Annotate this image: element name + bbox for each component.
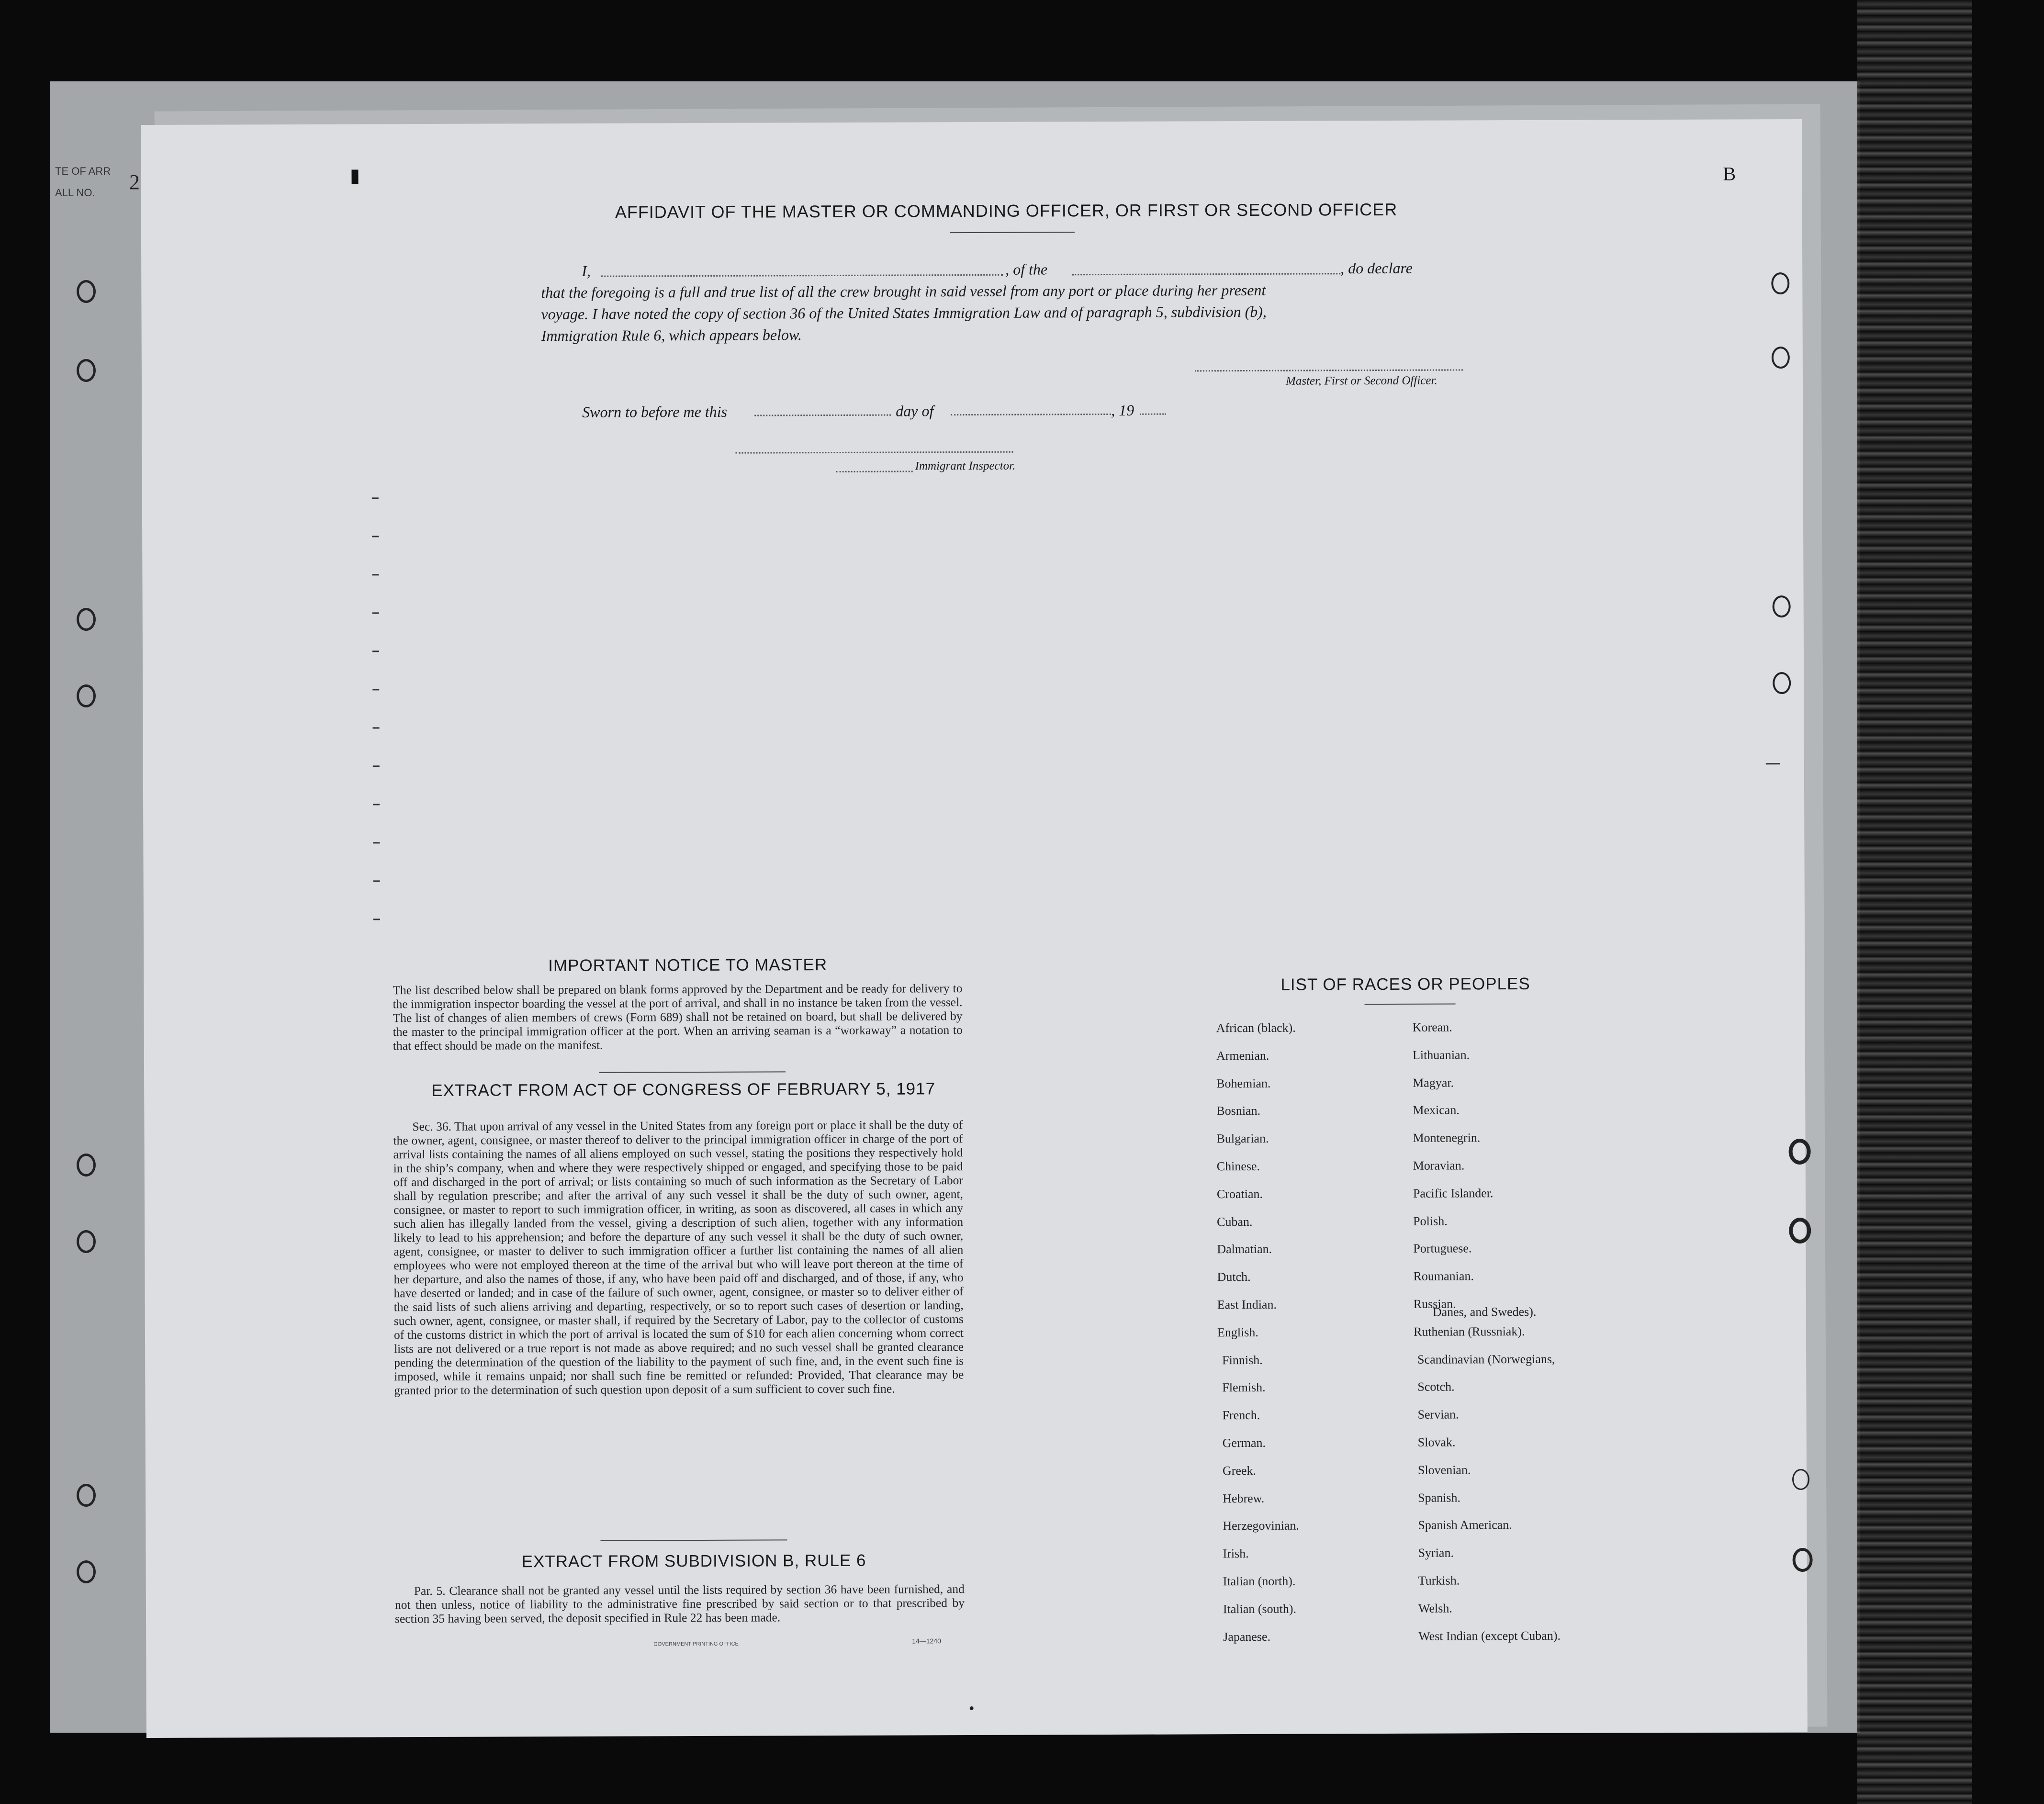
extract-act-body (393, 1118, 964, 1397)
extract-rule-title: EXTRACT FROM SUBDIVISION B, RULE 6 (521, 1551, 866, 1571)
race-item: Armenian. (1216, 1048, 1269, 1063)
race-item: Greek. (1222, 1463, 1257, 1478)
extract-act-title: EXTRACT FROM ACT OF CONGRESS OF FEBRUARY 5, 1917 (431, 1079, 936, 1100)
inspector-caption: Immigrant Inspector. (915, 459, 1016, 473)
printer-imprint: GOVERNMENT PRINTING OFFICE (653, 1641, 739, 1647)
race-item: English. (1217, 1325, 1258, 1340)
race-item: Slovenian. (1417, 1463, 1471, 1477)
stamp-text-top: TE OF ARR (55, 165, 111, 177)
race-item: Dalmatian. (1217, 1242, 1272, 1256)
race-item: Welsh. (1418, 1601, 1452, 1615)
race-item: Finnish. (1222, 1353, 1263, 1367)
race-item: West Indian (except Cuban). (1418, 1628, 1561, 1643)
affidavit-line-3: voyage. I have noted the copy of section 36 of the United States Immigration Law and of paragraph 5, subdivision (b), (541, 303, 1267, 323)
race-item: Spanish. (1418, 1490, 1461, 1505)
race-item: Bohemian. (1216, 1076, 1271, 1091)
races-rule (1365, 1003, 1456, 1005)
punch-hole (1793, 1548, 1813, 1572)
punch-hole (77, 1484, 96, 1507)
margin-tick (372, 497, 379, 499)
affidavit-line-2: that the foregoing is a full and true list of all the crew brought in said vessel from any port or place during her present (541, 281, 1266, 302)
notice-title: IMPORTANT NOTICE TO MASTER (548, 955, 828, 975)
corner-letter: B (1723, 163, 1736, 185)
extract-act-text: Sec. 36. That upon arrival of any vessel in the United States from any foreign port or place it shall be the duty of the owner, agent, consignee, or master thereof to deliver to the principal immigration officer in charge of the port of arrival lists containing the names of all aliens employed on such vessel, stating the positions they respectively hold in the ship’s company, when and where they were respectively shipped or engaged, and specifying those to be paid off and discharged in the port of arrival; or lists containing so much of such information as the Secretary of Labor shall by regulation prescribe; and after the arrival of any such vessel it shall be the duty of such owner, agent, consignee, or master to report to such immigration officer, in writing, as soon as discovered, all cases in which any such alien has illegally landed from the vessel, giving a description of such alien, together with any information likely to lead to his apprehension; and before the departure of any such vessel it shall be the duty of such owner, agent, consignee, or master to deliver to such immigration officer a further list containing the names of all alien employees who were not employed thereon at the time of the arrival but who will leave port thereon at the time of her departure, and also the names of those, if any, who have been paid off and discharged, and of those, if any, who have deserted or landed; and in case of the failure of such owner, agent, consignee, or master so to deliver either of the said lists of such aliens arriving and departing, respectively, or so to report such cases of desertion or landing, such owner, agent, consignee, or master shall, if required by the Secretary of Labor, pay to the collector of customs of the customs district in which the port of arrival is located the sum of $10 for each alien concerning whom correct lists are not delivered or a true report is not made as above required; and no such vessel shall be granted clearance pending the determination of the question of the liability to the payment of such fine, and, in the event such fine is imposed, while it remains unpaid; nor shall such fine be remitted or refunded: Provided, That clearance may be granted prior to the determination of such question upon deposit of a sum sufficient to cover such fine. (393, 1118, 964, 1398)
margin-tick (373, 842, 380, 843)
race-item: German. (1222, 1435, 1266, 1450)
race-item: French. (1222, 1408, 1260, 1423)
race-item: Chinese. (1216, 1159, 1260, 1174)
margin-tick (1766, 763, 1780, 764)
notice-rule (599, 1071, 786, 1073)
race-item: Scotch. (1417, 1379, 1455, 1394)
race-item: African (black). (1216, 1020, 1296, 1035)
margin-tick (373, 765, 380, 767)
year-label: , 19 (1111, 401, 1134, 419)
corner-mark (351, 169, 358, 184)
margin-tick (373, 919, 380, 920)
race-item: Hebrew. (1223, 1491, 1265, 1506)
race-continuation: Danes, and Swedes). (1432, 1304, 1537, 1319)
race-item: Roumanian. (1413, 1269, 1474, 1283)
race-item: Syrian. (1418, 1546, 1454, 1560)
sworn-day-field[interactable] (754, 415, 891, 416)
form-number: 14—1240 (912, 1637, 941, 1645)
extract-rule-body (395, 1582, 965, 1625)
race-item: Magyar. (1413, 1076, 1454, 1090)
race-item: Russian. (1413, 1297, 1456, 1311)
race-item: Cuban. (1217, 1214, 1253, 1229)
race-item: Portuguese. (1413, 1241, 1472, 1255)
affidavit-i-label: I, (582, 262, 591, 280)
affidavit-title: AFFIDAVIT OF THE MASTER OR COMMANDING OFFICER, OR FIRST OR SECOND OFFICER (615, 199, 1398, 222)
race-item: Flemish. (1222, 1380, 1266, 1395)
margin-tick (373, 880, 380, 882)
race-item: Bulgarian. (1216, 1131, 1269, 1146)
margin-tick (372, 689, 379, 690)
race-item: Pacific Islander. (1413, 1186, 1494, 1200)
declare-label: , do declare (1340, 259, 1413, 277)
of-the-label: , of the (1005, 260, 1048, 278)
race-item: Irish. (1223, 1546, 1249, 1561)
title-rule (950, 232, 1075, 233)
race-item: Spanish American. (1418, 1518, 1512, 1532)
margin-tick (373, 727, 380, 728)
binding-edge (1857, 0, 1972, 1804)
punch-hole (77, 608, 96, 631)
stamp-text-mid: ALL NO. (55, 187, 95, 199)
master-name-field[interactable] (601, 274, 1003, 277)
punch-hole (1772, 347, 1790, 369)
race-item: Polish. (1413, 1214, 1448, 1228)
manifest-sheet (141, 119, 1808, 1738)
punch-hole (77, 280, 96, 303)
margin-tick (372, 574, 379, 575)
punch-hole (1789, 1218, 1811, 1244)
punch-hole (77, 1560, 96, 1583)
race-item: Bosnian. (1216, 1103, 1261, 1118)
margin-tick (372, 650, 379, 652)
vessel-name-field[interactable] (1072, 273, 1340, 275)
race-item: East Indian. (1217, 1297, 1277, 1312)
punch-hole (77, 684, 96, 707)
race-item: Scandinavian (Norwegians, (1417, 1352, 1555, 1367)
extract-rule-text: Par. 5. Clearance shall not be granted any vessel until the lists required by section 36 have been furnished, and not then unless, notice of liability to the administrative fine prescribed by said section or to that prescribed by section 35 having been served, the deposit specified in Rule 22 has been made. (394, 1582, 965, 1626)
sworn-year-field[interactable] (1140, 414, 1166, 415)
race-item: Lithuanian. (1412, 1048, 1470, 1062)
margin-mark-bottom (970, 1706, 974, 1710)
punch-hole (1771, 272, 1789, 294)
race-item: Croatian. (1216, 1187, 1263, 1201)
signature-caption: Master, First or Second Officer. (1285, 374, 1438, 388)
race-item: Italian (south). (1223, 1602, 1297, 1616)
race-item: Slovak. (1417, 1435, 1456, 1449)
race-item: Ruthenian (Russniak). (1413, 1324, 1525, 1339)
punch-hole (77, 1154, 96, 1177)
affidavit-line-4: Immigration Rule 6, which appears below. (541, 326, 802, 345)
inspector-signature-field[interactable] (736, 451, 1013, 454)
punch-hole (77, 1230, 96, 1253)
signature-field[interactable] (1195, 369, 1463, 371)
inspector-name-field[interactable] (836, 471, 913, 472)
punch-hole (1773, 672, 1791, 694)
notice-body (393, 981, 962, 1053)
margin-tick (372, 612, 379, 614)
margin-tick (373, 804, 380, 805)
punch-hole (1792, 1469, 1809, 1490)
race-item: Moravian. (1413, 1158, 1465, 1173)
stamp-number: 2 (129, 170, 140, 194)
notice-text: The list described below shall be prepared on blank forms approved by the Department and be ready for delivery to the immigration inspector boarding the vessel at the port of arrival, and shall in no instance be taken from the vessel. The list of changes of alien members of crews (Form 689) shall not be retained on board, but shall be delivered by the master to the principal immigration officer at the port. When an arriving seaman is a “workaway” a notation to that effect should be made on the manifest. (393, 981, 963, 1053)
punch-hole (1773, 595, 1791, 617)
punch-hole (1789, 1139, 1811, 1165)
race-item: Dutch. (1217, 1269, 1251, 1284)
race-item: Italian (north). (1223, 1574, 1296, 1589)
margin-tick (372, 536, 379, 537)
races-title: LIST OF RACES OR PEOPLES (1280, 974, 1530, 994)
sworn-label: Sworn to before me this (582, 403, 728, 421)
race-item: Montenegrin. (1413, 1131, 1481, 1145)
race-item: Turkish. (1418, 1573, 1460, 1588)
race-item: Servian. (1417, 1407, 1459, 1422)
race-item: Mexican. (1413, 1103, 1460, 1117)
sworn-month-field[interactable] (951, 414, 1111, 415)
punch-hole (77, 359, 96, 382)
race-item: Herzegovinian. (1223, 1518, 1299, 1533)
day-of-label: day of (896, 402, 934, 420)
extract-act-rule (600, 1539, 787, 1541)
race-item: Korean. (1412, 1020, 1452, 1034)
race-item: Japanese. (1223, 1629, 1271, 1644)
